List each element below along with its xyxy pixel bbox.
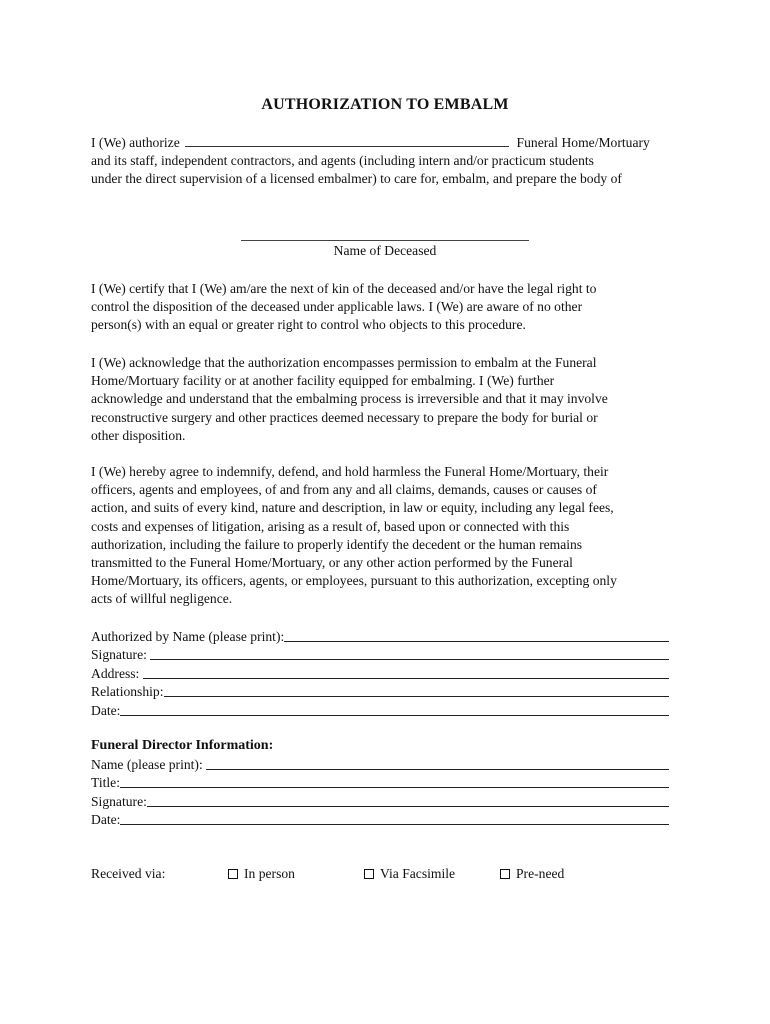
deceased-name-line[interactable]	[241, 240, 529, 241]
indemnify-line: acts of willful negligence.	[91, 591, 233, 607]
director-signature-label: Signature:	[91, 794, 147, 809]
in-person-checkbox[interactable]	[228, 869, 238, 879]
authorized-date-field	[91, 701, 669, 719]
indemnify-line: action, and suits of every kind, nature and description, in law or equity, including any legal fees,	[91, 500, 614, 516]
funeral-home-blank[interactable]	[185, 134, 509, 147]
authorized-relationship-input[interactable]	[164, 684, 670, 697]
option-facsimile[interactable]	[364, 866, 455, 882]
director-name-label: Name (please print):	[91, 757, 207, 772]
indemnify-line: authorization, including the failure to properly identify the decedent or the human remains	[91, 536, 583, 552]
authorized-name-label: Authorized by Name (please print):	[91, 629, 285, 644]
director-date-label: Date:	[91, 812, 121, 827]
authorized-relationship-label: Relationship:	[91, 684, 164, 699]
acknowledge-line: other disposition.	[91, 427, 186, 443]
in-person-label: In person	[244, 866, 295, 881]
certify-paragraph	[91, 280, 683, 335]
document-title: AUTHORIZATION TO EMBALM	[261, 96, 509, 113]
facsimile-label: Via Facsimile	[380, 866, 456, 881]
deceased-name-label: Name of Deceased	[333, 243, 437, 258]
certify-line: I (We) certify that I (We) am/are the next of kin of the deceased and/or have the legal right to	[91, 281, 597, 296]
intro-prefix: I (We) authorize	[91, 135, 180, 150]
intro-line-2: and its staff, independent contractors, and agents (including intern and/or practicum students	[91, 153, 594, 169]
authorized-name-field	[91, 627, 669, 645]
indemnify-line: officers, agents and employees, of and from any and all claims, demands, causes or causes of	[91, 482, 597, 498]
pre-need-label: Pre-need	[516, 866, 565, 881]
authorized-date-label: Date:	[91, 703, 121, 718]
director-date-input[interactable]	[120, 812, 669, 825]
director-date-field	[91, 810, 669, 828]
director-signature-input[interactable]	[147, 794, 669, 807]
director-signature-field	[91, 792, 669, 810]
indemnify-line: transmitted to the Funeral Home/Mortuary, or any other action performed by the Funeral	[91, 555, 573, 571]
authorized-address-label: Address:	[91, 666, 143, 681]
received-via-label: Received via:	[91, 866, 166, 881]
pre-need-checkbox[interactable]	[500, 869, 510, 879]
acknowledge-line: Home/Mortuary facility or at another facility equipped for embalming. I (We) further	[91, 373, 555, 389]
indemnify-line: Home/Mortuary, its officers, agents, or employees, pursuant to this authorization, excepting only	[91, 573, 617, 589]
authorized-date-input[interactable]	[120, 703, 669, 716]
authorized-signature-field	[91, 645, 669, 663]
certify-line: control the disposition of the deceased under applicable laws. I (We) are aware of no other	[91, 299, 583, 315]
director-title-field	[91, 773, 669, 791]
director-title-label: Title:	[91, 775, 120, 790]
authorized-name-input[interactable]	[284, 629, 669, 642]
acknowledge-line: reconstructive surgery and other practices deemed necessary to prepare the body for burial or	[91, 409, 598, 425]
facsimile-checkbox[interactable]	[364, 869, 374, 879]
director-name-field	[91, 755, 669, 773]
acknowledge-line: acknowledge and understand that the embalming process is irreversible and that it may involve	[91, 391, 608, 407]
authorized-signature-label: Signature:	[91, 647, 151, 662]
intro-line-3: under the direct supervision of a licensed embalmer) to care for, embalm, and prepare the body of	[91, 171, 622, 187]
intro-paragraph	[91, 134, 683, 189]
authorized-address-field	[91, 664, 669, 682]
director-title-input[interactable]	[120, 775, 669, 788]
acknowledge-paragraph	[91, 354, 683, 445]
option-in-person[interactable]	[228, 866, 295, 882]
indemnify-paragraph	[91, 463, 683, 609]
funeral-director-heading: Funeral Director Information:	[91, 738, 274, 753]
option-pre-need[interactable]	[500, 866, 564, 882]
director-name-input[interactable]	[206, 757, 669, 770]
indemnify-line: costs and expenses of litigation, arising as a result of, based upon or connected with this	[91, 518, 570, 534]
authorized-signature-input[interactable]	[150, 647, 669, 660]
indemnify-line: I (We) hereby agree to indemnify, defend, and hold harmless the Funeral Home/Mortuary, their	[91, 464, 609, 479]
intro-suffix: Funeral Home/Mortuary	[516, 135, 650, 150]
authorized-relationship-field	[91, 682, 669, 700]
authorized-address-input[interactable]	[143, 666, 669, 679]
certify-line: person(s) with an equal or greater right to control who objects to this procedure.	[91, 317, 526, 333]
acknowledge-line: I (We) acknowledge that the authorization encompasses permission to embalm at the Funeral	[91, 355, 597, 370]
